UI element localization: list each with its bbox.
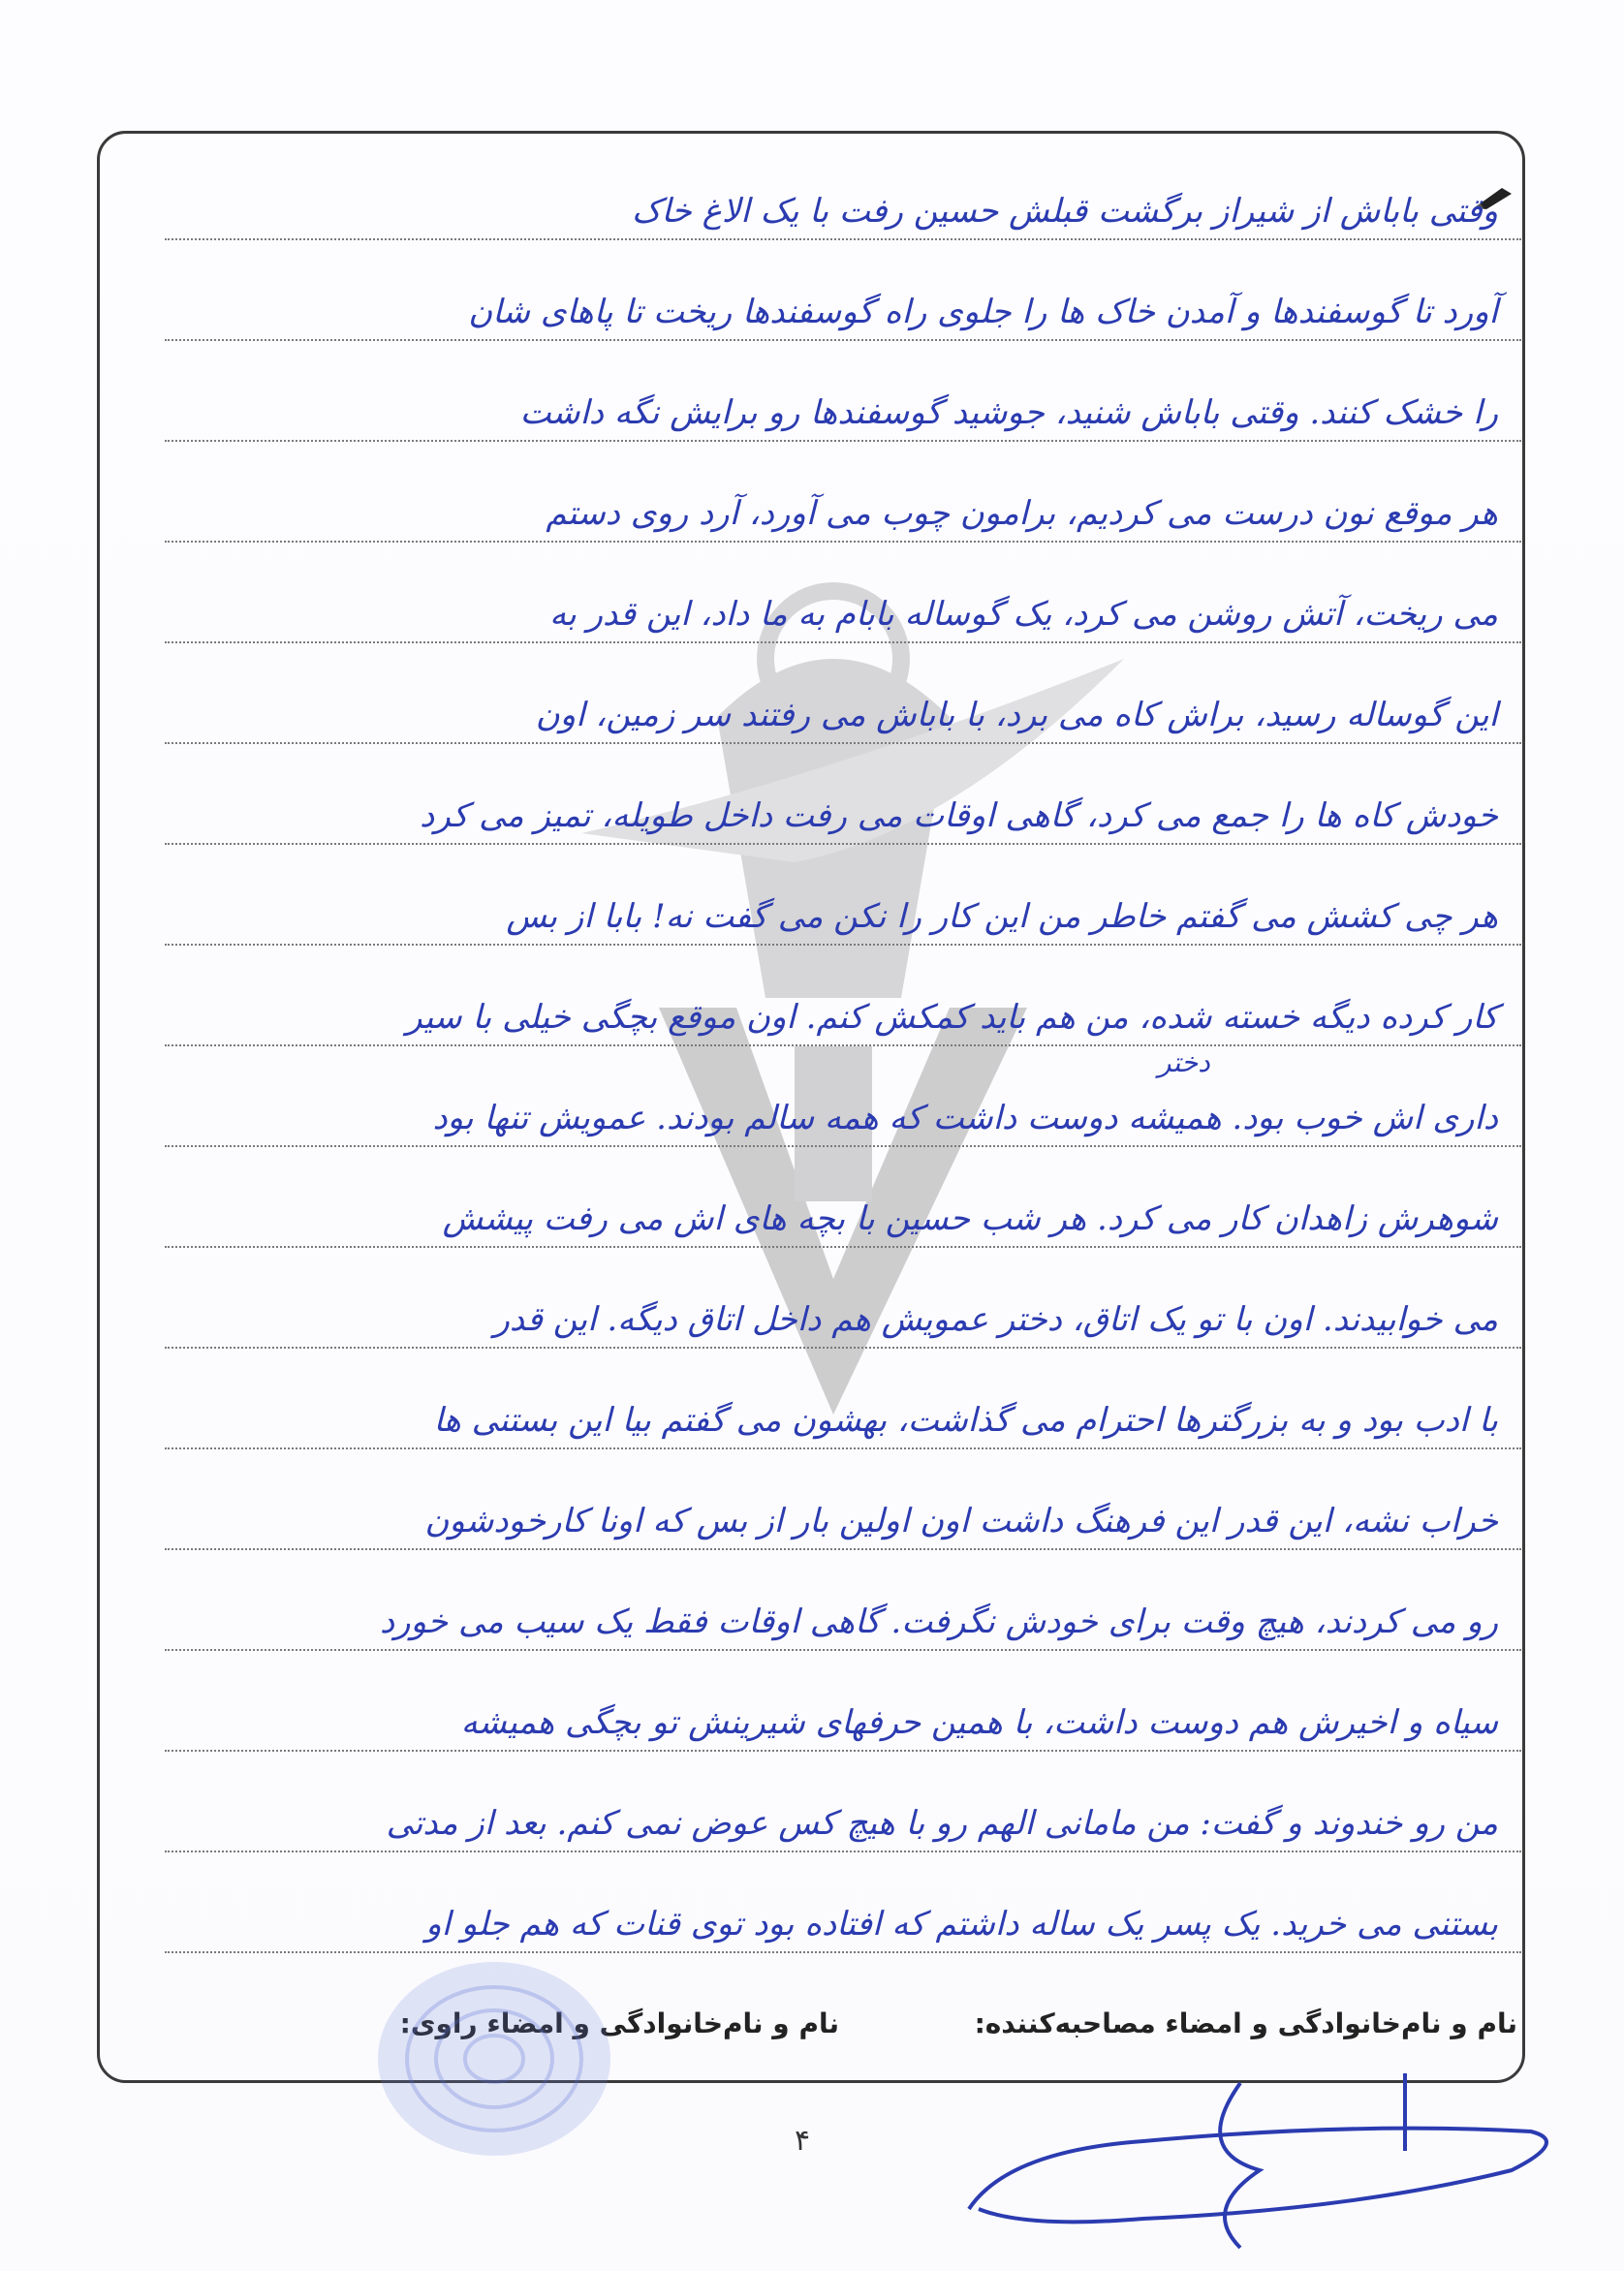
handwritten-line-text: می ریخت، آتش روشن می کرد، یک گوساله بابام به ما داد، این قدر به bbox=[549, 595, 1498, 634]
handwritten-line bbox=[165, 1052, 1521, 1147]
handwritten-line bbox=[165, 1354, 1521, 1449]
handwritten-line bbox=[165, 1858, 1521, 1953]
handwritten-line-text: سیاه و اخیرش هم دوست داشت، با همین حرفهای شیرینش تو بچگی همیشه bbox=[460, 1703, 1498, 1742]
handwritten-line bbox=[165, 851, 1521, 946]
handwritten-line bbox=[165, 246, 1521, 341]
handwritten-line-text: این گوساله رسید، براش کاه می برد، با باباش می رفتند سر زمین، اون bbox=[535, 696, 1498, 734]
handwritten-line bbox=[165, 750, 1521, 845]
handwritten-line bbox=[165, 347, 1521, 442]
handwritten-line-text: هر چی کشش می گفتم خاطر من این کار را نکن می گفت نه! بابا از بس bbox=[506, 897, 1498, 936]
handwritten-line bbox=[165, 145, 1521, 240]
fingerprint-mark bbox=[349, 1947, 640, 2170]
handwritten-line-text: خودش کاه ها را جمع می کرد، گاهی اوقات می رفت داخل طویله، تمیز می کرد bbox=[420, 796, 1498, 835]
page-number: ۴ bbox=[795, 2124, 811, 2158]
handwritten-line bbox=[165, 1657, 1521, 1752]
interlinear-note: دختر bbox=[1158, 1046, 1210, 1078]
handwritten-line bbox=[165, 1153, 1521, 1248]
interviewer-signature-label: نام و نام‌خانوادگی و امضاء مصاحبه‌کننده: bbox=[974, 2007, 1517, 2039]
handwritten-line bbox=[165, 649, 1521, 744]
handwritten-line-text: آورد تا گوسفندها و آمدن خاک ها را جلوی راه گوسفندها ریخت تا پاهای شان bbox=[468, 293, 1498, 331]
handwritten-line bbox=[165, 448, 1521, 543]
handwritten-line-text: هر موقع نون درست می کردیم، برامون چوب می آورد، آرد روی دستم bbox=[546, 494, 1498, 533]
handwritten-line bbox=[165, 548, 1521, 643]
handwritten-line-text: را خشک کنند. وقتی باباش شنید، جوشید گوسفندها رو برایش نگه داشت bbox=[519, 393, 1498, 432]
handwritten-line-text: رو می کردند، هیچ وقت برای خودش نگرفت. گاهی اوقات فقط یک سیب می خورد bbox=[380, 1602, 1498, 1641]
handwritten-body bbox=[165, 145, 1521, 1957]
handwritten-line bbox=[165, 1556, 1521, 1651]
narrator-signature-label: نام و نام‌خانوادگی و امضاء راوی: bbox=[399, 2007, 839, 2039]
signature-mark bbox=[950, 2064, 1570, 2257]
handwritten-line-text: شوهرش زاهدان کار می کرد. هر شب حسین با بچه های اش می رفت پیشش bbox=[442, 1199, 1498, 1238]
handwritten-line-text: با ادب بود و به بزرگترها احترام می گذاشت، بهشون می گفتم بیا این بستنی ها bbox=[433, 1401, 1498, 1440]
handwritten-line-text: می خوابیدند. اون با تو یک اتاق، دختر عمویش هم داخل اتاق دیگه. این قدر bbox=[493, 1300, 1498, 1339]
handwritten-line bbox=[165, 951, 1521, 1046]
handwritten-line-text: من رو خندوند و گفت: من مامانی الهم رو با هیچ کس عوض نمی کنم. بعد از مدتی bbox=[386, 1804, 1498, 1843]
handwritten-line-text: داری اش خوب بود. همیشه دوست داشت که همه سالم بودند. عمویش تنها بود bbox=[432, 1099, 1498, 1137]
handwritten-line-text: خراب نشه، این قدر این فرهنگ داشت اون اولین بار از بس که اونا کارخودشون bbox=[424, 1502, 1498, 1540]
handwritten-line bbox=[165, 1455, 1521, 1550]
handwritten-line-text: بستنی می خرید. یک پسر یک ساله داشتم که افتاده بود توی قنات که هم جلو او bbox=[425, 1905, 1498, 1944]
handwritten-line bbox=[165, 1254, 1521, 1349]
handwritten-line-text: وقتی باباش از شیراز برگشت قبلش حسین رفت با یک الاغ خاک bbox=[632, 192, 1498, 231]
handwritten-line-text: کار کرده دیگه خسته شده، من هم باید کمکش کنم. اون موقع بچگی خیلی با سیر bbox=[406, 998, 1498, 1037]
handwritten-line bbox=[165, 1758, 1521, 1852]
